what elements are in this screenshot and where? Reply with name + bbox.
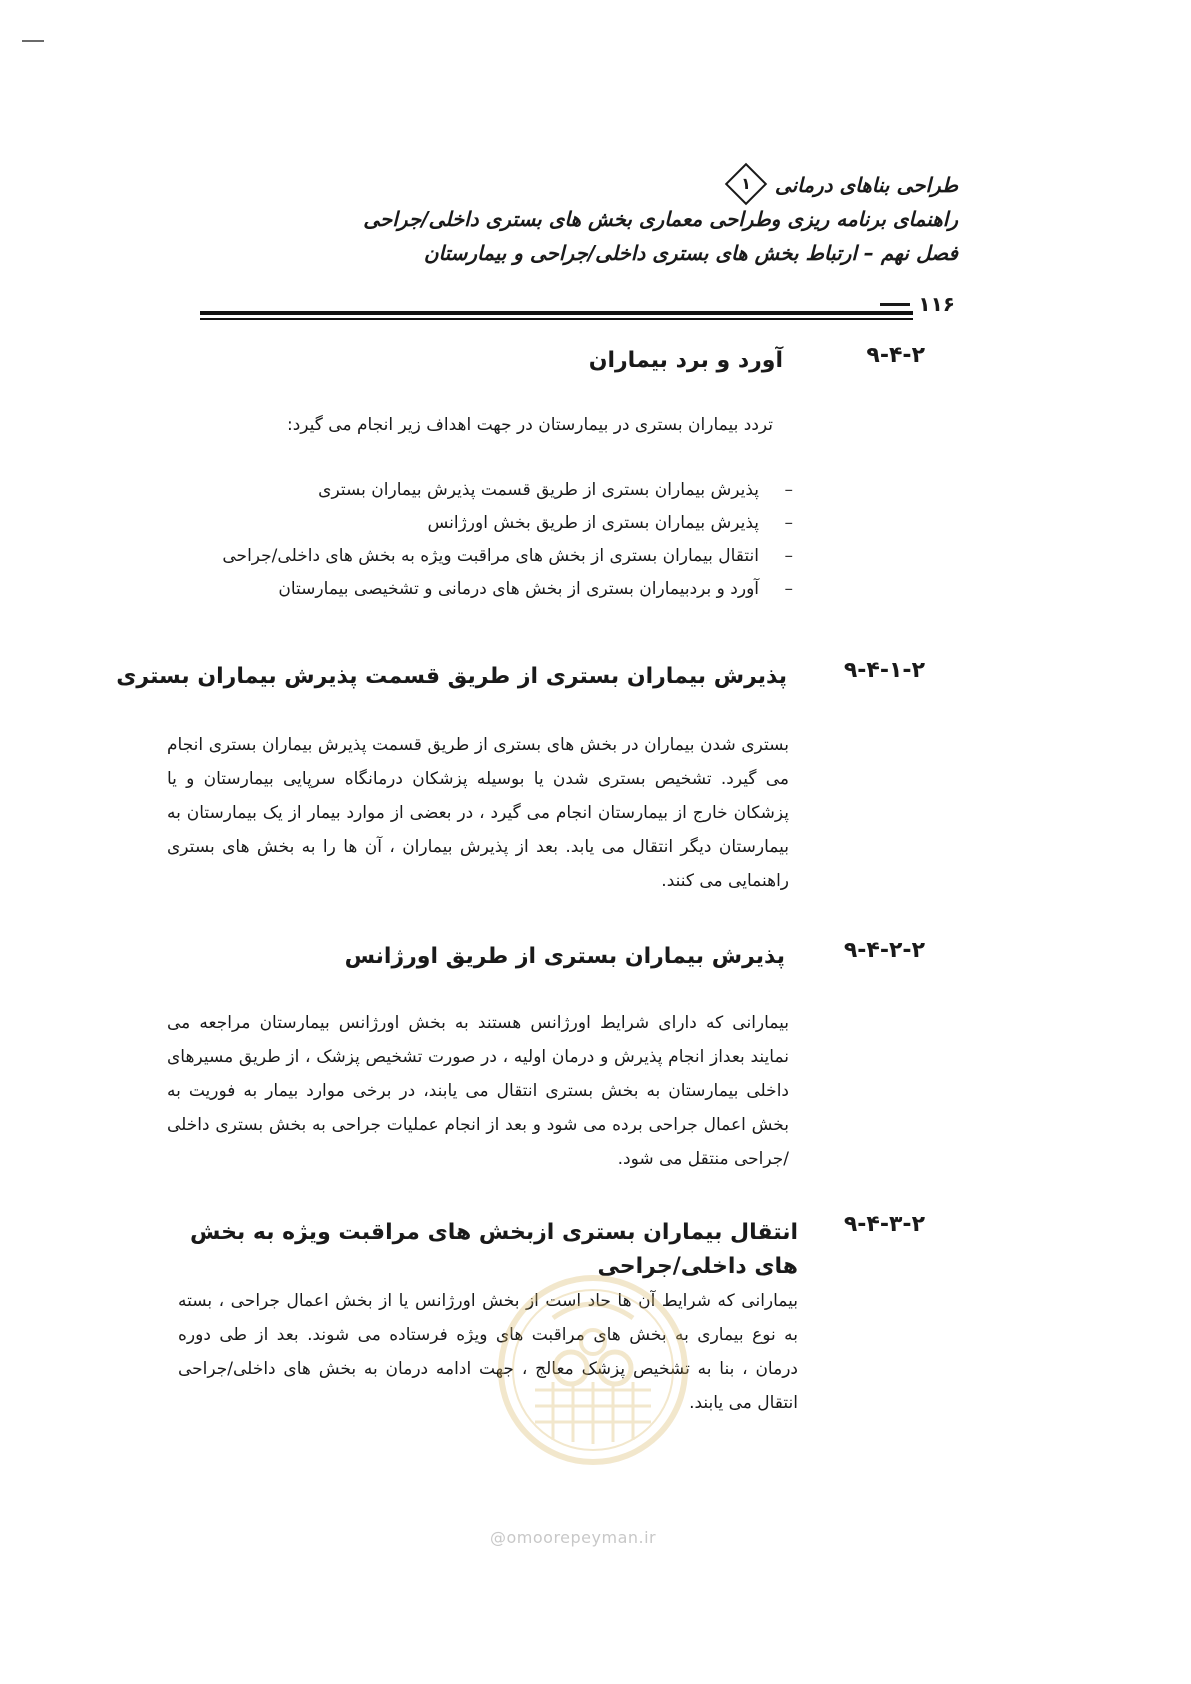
section-number: ٩-۴-٢-٢ [843,938,925,963]
volume-number: ١ [741,173,751,193]
book-title: طراحی بناهای درمانی [774,173,958,197]
watermark-url: @omoorepeyman.ir [490,1528,657,1547]
list-item: – انتقال بیماران بستری از بخش های مراقبت ویژه به بخش های داخلی/جراحی [139,540,759,573]
page-header [158,168,958,270]
list-item: – آورد و بردبیماران بستری از بخش های درمانی و تشخیصی بیمارستان [139,573,759,606]
book-subtitle: راهنمای برنامه ریزی وطراحی معماری بخش های بستری داخلی/جراحی [363,207,958,231]
section-body: بیمارانی که دارای شرایط اورژانس هستند به بخش اورژانس بیمارستان مراجعه می نمایند بعداز انجام پذیرش و درمان اولیه ، در صورت تشخیص پزشک ، از طریق مسیرهای داخلی بیمارستان به بخش بستری انتقال می یابند، در برخی موارد بیمار به فوریت به بخش اعمال جراحی برده می شود و بعد از انجام عملیات جراحی به بخش بستری داخلی /جراحی منتقل می شود. [167,1013,789,1169]
list-bullet: – [784,513,793,533]
purpose-list [139,474,793,606]
section-heading: انتقال بیماران بستری ازبخش های مراقبت ویژه به بخش های داخلی/جراحی [190,1220,798,1279]
header-rule-thin [200,318,913,320]
watermark-seal-icon [493,1270,693,1470]
section-number: ٩-۴-٢-١ [843,658,925,683]
page-number-tick [880,303,910,306]
list-bullet: – [784,480,793,500]
section-heading: پذیرش بیماران بستری از طریق قسمت پذیرش بیماران بستری [116,664,787,689]
section-heading: پذیرش بیماران بستری از طریق اورژانس [344,944,785,969]
book-title-line [158,168,958,202]
section-intro: تردد بیماران بستری در بیمارستان در جهت اهداف زیر انجام می گیرد: [287,415,773,435]
scan-mark [22,40,44,42]
section-number: ٩-۴-٢ [866,343,925,368]
section-body: بیمارانی که شرایط آن ها حاد است از بخش اورژانس یا از بخش اعمال جراحی ، بسته به نوع بیماری به بخش های مراقبت های ویژه فرستاده می شوند. بعد از طی دوره درمان ، بنا به تشخیص پزشک معالج ، جهت ادامه درمان به بخش های داخلی/جراحی انتقال می یابند. [178,1291,798,1413]
list-item: – پذیرش بیماران بستری از طریق بخش اورژانس [139,507,759,540]
chapter-title: فصل نهم – ارتباط بخش های بستری داخلی/جراحی و بیمارستان [423,241,958,265]
page-number: ١١۶ [918,292,955,316]
list-item: – پذیرش بیماران بستری از طریق قسمت پذیرش بیماران بستری [139,474,759,507]
header-rule-thick [200,311,913,315]
section-number: ٩-۴-٢-٣ [843,1212,925,1237]
section-body: بستری شدن بیماران در بخش های بستری از طریق قسمت پذیرش بیماران بستری انجام می گیرد. تشخیص بستری شدن یا بوسیله پزشکان درمانگاه سرپایی بیمارستان و یا پزشکان خارج از بیمارستان انجام می گیرد ، در بعضی از موارد بیمار از یک بیمارستان به بیمارستان دیگر انتقال می یابد. بعد از پذیرش بیماران ، آن ها را به بخش های بستری راهنمایی می کنند. [167,735,789,891]
volume-badge [725,162,767,204]
section-heading: آورد و برد بیماران [588,348,783,373]
list-bullet: – [784,546,793,566]
list-bullet: – [784,579,793,599]
